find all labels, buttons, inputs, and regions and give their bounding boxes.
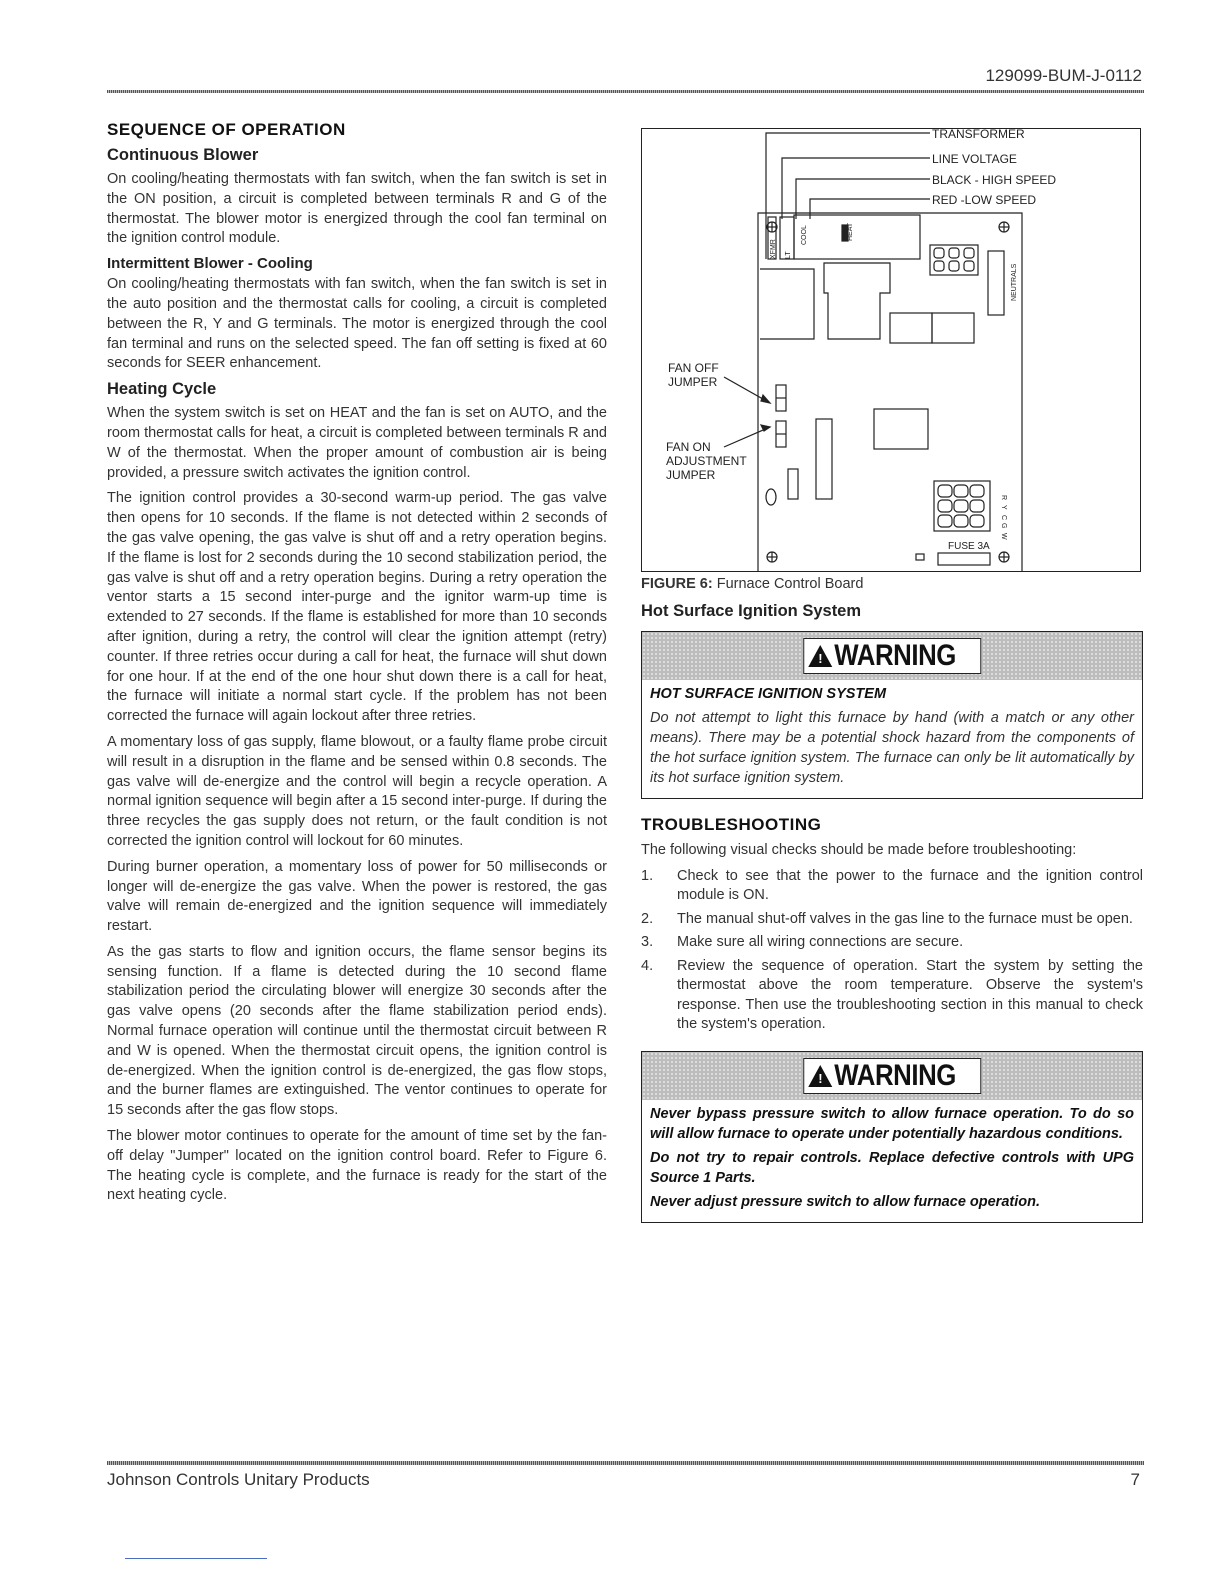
continuous-blower-text: On cooling/heating thermostats with fan switch, when the fan switch is set in the ON position, a circuit is completed between terminals R and G of the thermostat. The blower motor is energized through the cool fan terminal on the ignition control module.: [107, 171, 607, 247]
terminal-label: C: [1000, 515, 1007, 521]
control-board-diagram: [642, 129, 1142, 573]
warning-message: Do not try to repair controls. Replace defective controls with UPG Source 1 Parts.: [650, 1149, 1134, 1186]
connector-pin: [934, 261, 944, 271]
item-number: 1.: [641, 867, 654, 884]
led: [766, 489, 776, 505]
terminal-screw: [938, 515, 952, 527]
list-item: [641, 957, 1143, 1035]
ic-chip: [874, 409, 928, 449]
transformer-label: TRANSFORMER: [932, 129, 1025, 141]
document-id: 129099-BUM-J-0112: [985, 66, 1142, 85]
footer-rule: [107, 1461, 1144, 1465]
section-title: SEQUENCE OF OPERATION: [107, 120, 346, 139]
terminal-screw: [938, 500, 952, 512]
fan-off-label: JUMPER: [668, 375, 718, 389]
relay-block: [932, 313, 974, 343]
warning-title: HOT SURFACE IGNITION SYSTEM: [650, 686, 887, 702]
page-number: 7: [1130, 1470, 1140, 1489]
furnace-control-board-figure: [641, 128, 1141, 572]
terminal-screw: [954, 500, 968, 512]
list-item: [641, 867, 1143, 906]
warning-text: WARNING: [834, 1058, 956, 1092]
relay-header: [794, 215, 920, 259]
hsi-warning-box: [641, 631, 1143, 799]
neutrals-label: NEUTRALS: [1011, 263, 1018, 301]
relay-block: [824, 263, 890, 339]
heating-paragraph: The blower motor continues to operate for the amount of time set by the fan-off delay "Jumper" located on the ignition control board. Refer to Figure 6. The heating cycle is complete, and the furnace is ready for the start of the next heating cycle.: [107, 1128, 607, 1204]
warning-message: Do not attempt to light this furnace by hand (with a match or any other means). There may be a potential shock hazard from the components of the hot surface ignition system. The furnace can only be lit automatically by its hot surface ignition system.: [650, 710, 1134, 786]
item-number: 3.: [641, 934, 654, 951]
heating-cycle-heading: Heating Cycle: [107, 380, 217, 399]
relay-block: [760, 269, 814, 339]
figure-caption-label: FIGURE 6:: [641, 576, 713, 592]
lt-label: LT: [785, 251, 792, 259]
connector-pin: [949, 248, 959, 258]
terminal-screw: [954, 515, 968, 527]
xfmr-label: XFMR: [770, 239, 777, 259]
fan-on-label: JUMPER: [666, 468, 716, 482]
troubleshooting-list: [641, 867, 1143, 1035]
component-strip: [816, 419, 832, 499]
cool-label: COOL: [801, 225, 808, 245]
terminal-screw: [938, 485, 952, 497]
warning-triangle-icon: !: [808, 645, 832, 667]
connector-pin: [964, 261, 974, 271]
item-text: Review the sequence of operation. Start the system by setting the thermostat above the room temperature. Observe the system's response. Then use the troubleshooting section in this manual to check the system's operation.: [677, 957, 1143, 1033]
connector-pin: [964, 248, 974, 258]
right-column: [641, 128, 1143, 1223]
warning-body: [642, 680, 1142, 798]
terminal-label: R: [1000, 495, 1007, 501]
troubleshooting-title: TROUBLESHOOTING: [641, 815, 822, 834]
terminal-screw: [970, 485, 984, 497]
fan-on-label: FAN ON: [666, 440, 711, 454]
fuse-holder: [916, 554, 924, 560]
warning-message: Never bypass pressure switch to allow furnace operation. To do so will allow furnace to operate under potentially hazardous conditions.: [650, 1105, 1134, 1142]
item-number: 2.: [641, 910, 654, 927]
terminal-screw: [970, 515, 984, 527]
component: [788, 469, 798, 499]
scan-mark: [125, 1558, 267, 1559]
pressure-switch-warning-box: [641, 1051, 1143, 1223]
fan-off-arrow: [761, 395, 770, 403]
terminal-screw: [970, 500, 984, 512]
figure-caption: [641, 576, 1143, 592]
fuse: [938, 553, 990, 565]
warning-triangle-icon: !: [808, 1065, 832, 1087]
footer-company: Johnson Controls Unitary Products: [107, 1470, 370, 1489]
warning-header: [642, 1052, 1142, 1100]
heating-paragraph: When the system switch is set on HEAT and the fan is set on AUTO, and the room thermostat calls for heat, a circuit is completed between terminals R and W of the thermostat. When the proper amount of combustion air is being provided, a pressure switch activates the ignition control.: [107, 405, 607, 481]
warning-text: WARNING: [834, 639, 956, 672]
intermittent-blower-text: On cooling/heating thermostats with fan switch, when the fan switch is set in the auto position and the thermostat calls for cooling, a circuit is completed between the R, Y and G terminals. The motor is energized through the cool fan terminal and runs on the selected speed. The fan off setting is fixed at 60 seconds for SEER enhancement.: [107, 276, 607, 372]
red-low-label: RED -LOW SPEED: [932, 193, 1037, 207]
line-voltage-leader: [782, 158, 930, 219]
item-text: Make sure all wiring connections are secure.: [677, 934, 964, 951]
heating-paragraph: As the gas starts to flow and ignition occurs, the flame sensor begins its sensing function. If a flame is detected during the 10 second flame stabilization period the circulating blower will energize 30 seconds after the gas valve opens (20 seconds after the flame stabilization period ends). Normal furnace operation will continue until the thermostat circuit between R and W is opened. When the thermostat circuit opens, the ignition control is de-energized. When the ignition control is de-energized, the gas flow stops, and the burner flames are extinguished. The ventor continues to operate for 15 seconds after the gas flow stops.: [107, 943, 607, 1119]
connector-pin: [949, 261, 959, 271]
warning-label: [803, 1058, 981, 1094]
terminal-screw: [954, 485, 968, 497]
heat-label: HEAT: [847, 222, 854, 241]
warning-header: [642, 632, 1142, 680]
heating-paragraph: A momentary loss of gas supply, flame blowout, or a faulty flame probe circuit will result in a disruption in the flame and be sensed within 0.8 seconds. The gas valve will de-energize and the control will begin a recycle operation. A normal ignition sequence will begin after a 15 second inter-purge. If during the three recycles the gas supply does not return, or the fault condition is not corrected the ignition control will lockout for 60 minutes.: [107, 733, 607, 849]
terminal-label: Y: [1000, 505, 1007, 510]
warning-label: [803, 638, 981, 674]
left-column: [107, 120, 607, 1212]
list-item: [641, 933, 1143, 953]
item-text: Check to see that the power to the furnace and the ignition control module is ON.: [677, 867, 1143, 904]
connector-pin: [934, 248, 944, 258]
hsi-heading: Hot Surface Ignition System: [641, 602, 862, 620]
terminal-label: W: [1000, 533, 1007, 540]
heating-paragraph: The ignition control provides a 30-second warm-up period. The gas valve then opens for 10 seconds. If the flame is not detected within 2 seconds of the gas valve opening, the gas valve is shut off and a retry operation begins. If the flame is lost for 2 seconds during the 10 second stabilization period, the gas valve is shut off and a retry operation begins. During a retry operation the ventor starts a 15 second inter-purge and the ignitor warm-up time is extended to 27 seconds. If the flame is established for more than 10 seconds after ignition, during a retry, the control will clear the ignition attempt (retry) counter. If three retries occur during a call for heat, the furnace will shut down for one hour. If at the end of the one hour shut down there is a call for heat, the furnace will initiate a normal start cycle. If the problem has not been corrected the furnace will again lockout after three retries.: [107, 490, 607, 725]
relay-block: [890, 313, 932, 343]
warning-body: [642, 1100, 1142, 1222]
heating-paragraph: During burner operation, a momentary loss of power for 50 milliseconds or longer will de-energize the gas valve. When the power is restored, the gas valve will remain de-energized and the ignition sequence will immediately restart.: [107, 858, 607, 935]
item-number: 4.: [641, 957, 654, 974]
black-high-label: BLACK - HIGH SPEED: [932, 173, 1057, 187]
fuse-label: FUSE 3A: [948, 541, 990, 552]
red-low-leader: [810, 199, 930, 219]
continuous-blower-heading: Continuous Blower: [107, 146, 259, 164]
list-item: [641, 910, 1143, 930]
terminal-label: G: [1000, 523, 1007, 529]
thermostat-terminal-block: [934, 481, 990, 531]
warning-message: Never adjust pressure switch to allow furnace operation.: [650, 1193, 1040, 1210]
intermittent-blower-heading: Intermittent Blower - Cooling: [107, 255, 313, 273]
header-rule: [107, 90, 1144, 93]
fan-off-label: FAN OFF: [668, 361, 719, 375]
figure-caption-text: Furnace Control Board: [716, 576, 864, 592]
line-voltage-label: LINE VOLTAGE: [932, 152, 1017, 166]
troubleshooting-intro: The following visual checks should be made before troubleshooting:: [641, 842, 1077, 858]
fan-on-label: ADJUSTMENT: [666, 454, 747, 468]
neutrals-strip: [988, 251, 1004, 315]
item-text: The manual shut-off valves in the gas line to the furnace must be open.: [677, 910, 1133, 927]
